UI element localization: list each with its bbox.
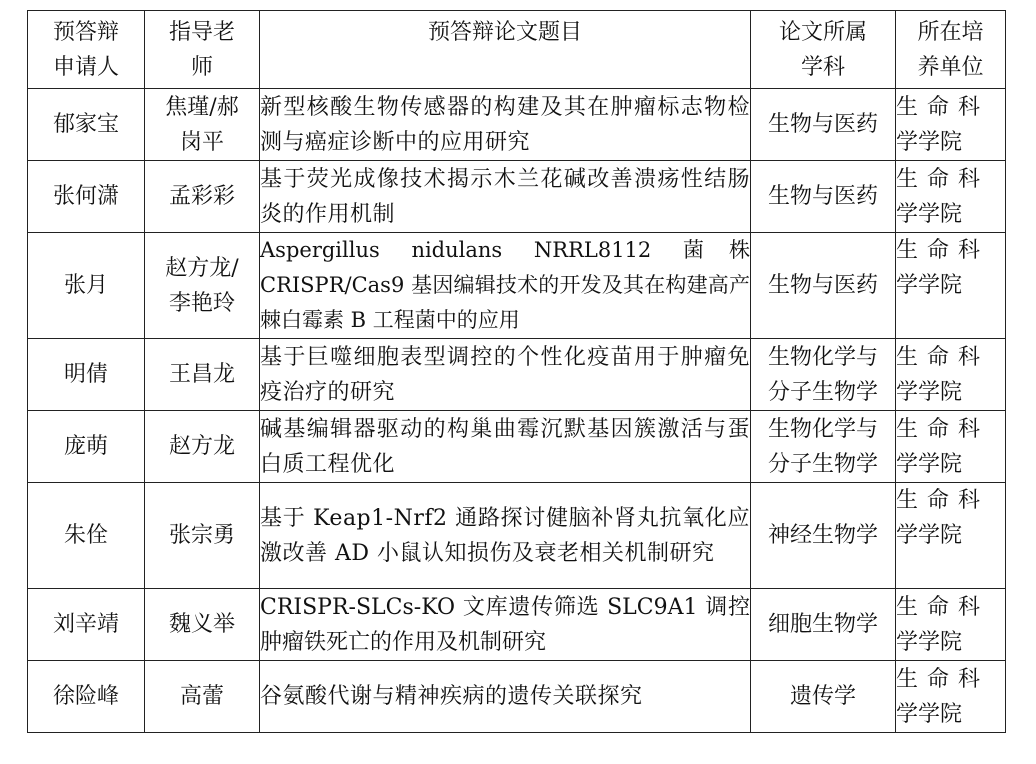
- applicant-name: 朱佺: [28, 483, 145, 589]
- training-unit: [896, 339, 1006, 411]
- header-unit-line1: 所在培: [917, 19, 984, 45]
- unit-line1: 生命科: [896, 666, 990, 692]
- advisor-line1: 魏义举: [168, 612, 235, 637]
- training-unit: [896, 589, 1006, 661]
- table-row: [28, 661, 1006, 733]
- unit-line2: 学学院: [896, 273, 963, 298]
- advisor-name: [145, 161, 260, 233]
- thesis-subject: [751, 661, 896, 733]
- thesis-subject: [751, 339, 896, 411]
- header-subject: [751, 11, 896, 89]
- defense-schedule-table: [27, 10, 1006, 733]
- advisor-line1: 高蕾: [179, 684, 224, 709]
- subject-line1: 生物与医药: [767, 112, 878, 137]
- advisor-name: [145, 339, 260, 411]
- subject-line1: 生物与医药: [767, 273, 878, 298]
- table-header-row: [28, 11, 1006, 89]
- header-unit-line2: 养单位: [917, 54, 984, 80]
- advisor-name: [145, 483, 260, 589]
- thesis-subject: [751, 89, 896, 161]
- advisor-name: [145, 89, 260, 161]
- unit-line2: 学学院: [896, 201, 963, 227]
- thesis-title: 新型核酸生物传感器的构建及其在肿瘤标志物检测与癌症诊断中的应用研究: [260, 89, 751, 161]
- training-unit: [896, 161, 1006, 233]
- training-unit: [896, 411, 1006, 483]
- thesis-title: 基于巨噬细胞表型调控的个性化疫苗用于肿瘤免疫治疗的研究: [260, 339, 751, 411]
- thesis-title: Aspergillus nidulans NRRL8112 菌株 CRISPR/Cas9 基因编辑技术的开发及其在构建高产棘白霉素 B 工程菌中的应用: [260, 233, 751, 339]
- thesis-title: CRISPR-SLCs-KO 文库遗传筛选 SLC9A1 调控肿瘤铁死亡的作用及机制研究: [260, 589, 751, 661]
- header-subject-line2: 学科: [800, 54, 845, 80]
- training-unit: [896, 483, 1006, 589]
- unit-line2: 学学院: [896, 701, 963, 727]
- applicant-name: 明倩: [28, 339, 145, 411]
- thesis-subject: [751, 483, 896, 589]
- table-row: [28, 411, 1006, 483]
- advisor-line1: 焦瑾/郝: [165, 94, 239, 120]
- unit-line1: 生命科: [896, 344, 990, 370]
- thesis-title: 基于 Keap1-Nrf2 通路探讨健脑补肾丸抗氧化应激改善 AD 小鼠认知损伤及衰老相关机制研究: [260, 483, 751, 589]
- advisor-line2: 李艳玲: [168, 290, 235, 316]
- applicant-name: 张何潇: [28, 161, 145, 233]
- training-unit: [896, 89, 1006, 161]
- header-subject-line1: 论文所属: [778, 19, 867, 45]
- advisor-line2: 岗平: [179, 129, 224, 155]
- advisor-line1: 孟彩彩: [168, 184, 235, 209]
- unit-line2: 学学院: [896, 379, 963, 405]
- thesis-title: 碱基编辑器驱动的构巢曲霉沉默基因簇激活与蛋白质工程优化: [260, 411, 751, 483]
- header-title-text: 预答辩论文题目: [427, 20, 582, 45]
- advisor-line1: 赵方龙/: [165, 255, 239, 281]
- header-advisor-line2: 师: [190, 54, 213, 80]
- subject-line1: 神经生物学: [767, 523, 878, 548]
- thesis-subject: [751, 411, 896, 483]
- header-advisor: [145, 11, 260, 89]
- unit-line1: 生命科: [896, 94, 990, 120]
- training-unit: [896, 661, 1006, 733]
- unit-line2: 学学院: [896, 451, 963, 477]
- header-applicant-line2: 申请人: [52, 54, 119, 80]
- advisor-name: [145, 589, 260, 661]
- advisor-line1: 张宗勇: [168, 523, 235, 548]
- unit-line1: 生命科: [896, 416, 990, 442]
- advisor-name: [145, 661, 260, 733]
- subject-line1: 生物与医药: [767, 184, 878, 209]
- applicant-name: 庞萌: [28, 411, 145, 483]
- table-row: [28, 233, 1006, 339]
- applicant-name: 张月: [28, 233, 145, 339]
- header-applicant-line1: 预答辩: [52, 19, 119, 45]
- thesis-subject: [751, 161, 896, 233]
- subject-line1: 生物化学与: [767, 344, 878, 370]
- table-row: [28, 89, 1006, 161]
- thesis-subject: [751, 233, 896, 339]
- thesis-title: 谷氨酸代谢与精神疾病的遗传关联探究: [260, 661, 751, 733]
- subject-line1: 遗传学: [789, 684, 856, 709]
- header-title: [260, 11, 751, 89]
- table-row: [28, 339, 1006, 411]
- table-row: [28, 589, 1006, 661]
- table-row: [28, 483, 1006, 589]
- subject-line1: 细胞生物学: [767, 612, 878, 637]
- unit-line1: 生命科: [896, 166, 990, 192]
- header-advisor-line1: 指导老: [168, 19, 235, 45]
- table-row: [28, 161, 1006, 233]
- unit-line2: 学学院: [896, 629, 963, 655]
- subject-line1: 生物化学与: [767, 416, 878, 442]
- applicant-name: 徐险峰: [28, 661, 145, 733]
- subject-line2: 分子生物学: [767, 379, 878, 405]
- advisor-name: [145, 233, 260, 339]
- advisor-name: [145, 411, 260, 483]
- unit-line1: 生命科: [896, 238, 990, 263]
- training-unit: [896, 233, 1006, 339]
- unit-line2: 学学院: [896, 523, 963, 548]
- thesis-title: 基于荧光成像技术揭示木兰花碱改善溃疡性结肠炎的作用机制: [260, 161, 751, 233]
- unit-line2: 学学院: [896, 129, 963, 155]
- thesis-subject: [751, 589, 896, 661]
- header-applicant: [28, 11, 145, 89]
- advisor-line1: 王昌龙: [168, 362, 235, 387]
- advisor-line1: 赵方龙: [168, 434, 235, 459]
- applicant-name: 郁家宝: [28, 89, 145, 161]
- subject-line2: 分子生物学: [767, 451, 878, 477]
- unit-line1: 生命科: [896, 488, 990, 513]
- unit-line1: 生命科: [896, 594, 990, 620]
- header-unit: [896, 11, 1006, 89]
- applicant-name: 刘辛靖: [28, 589, 145, 661]
